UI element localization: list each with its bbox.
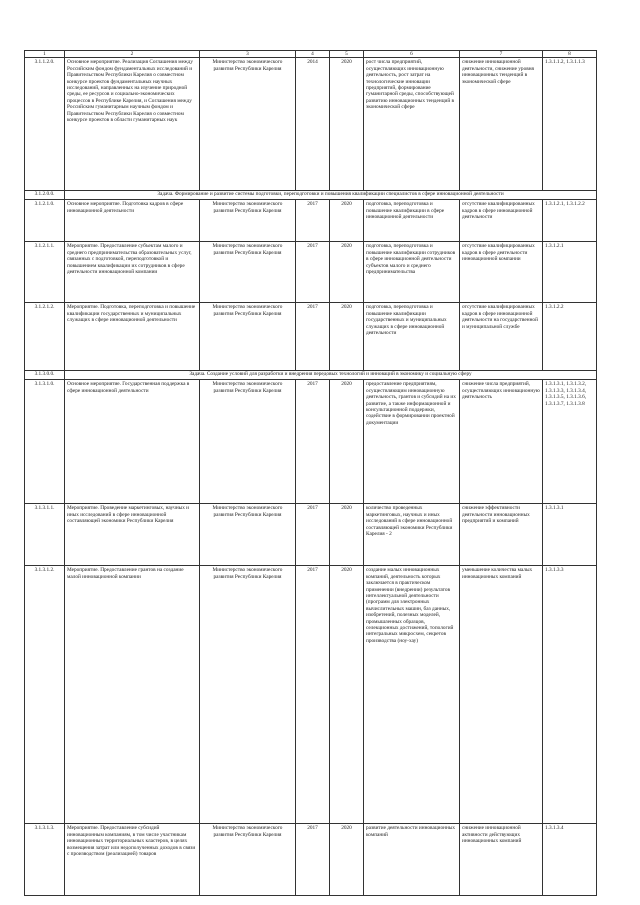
- executor: Министерство экономического развития Республики Карелия: [200, 504, 296, 566]
- executor: Министерство экономического развития Республики Карелия: [200, 303, 296, 371]
- linked-indicators: 1.3.1.1.2, 1.3.1.1.3: [543, 58, 597, 191]
- non-implementation-consequence: снижение эффективности деятельности инновационных предприятий и компаний: [460, 504, 543, 566]
- non-implementation-consequence: снижение числа предприятий, осуществляющих инновационную деятельность: [460, 380, 543, 504]
- start-year: 2017: [296, 303, 330, 371]
- executor: Министерство экономического развития Республики Карелия: [200, 380, 296, 504]
- non-implementation-consequence: отсутствие квалифицированных кадров в сфере инновационной деятельности на государственной и муниципальной службе: [460, 303, 543, 371]
- header-cell: 1: [25, 51, 65, 58]
- activity-row: [25, 303, 597, 371]
- expected-result: предоставление предприятиям, осуществляющим инновационную деятельность, грантов и субсидий на их развитие, а также информационной и консультационной поддержки, содействие в формировании проектной документации: [364, 380, 460, 504]
- activity-name: Основное мероприятие. Подготовка кадров в сфере инновационной деятельности: [65, 200, 200, 242]
- activity-number: 3.1.2.1.2.: [25, 303, 65, 371]
- linked-indicators: 1.3.1.3.4: [543, 824, 597, 896]
- executor: Министерство экономического развития Республики Карелия: [200, 824, 296, 896]
- end-year: 2020: [330, 380, 364, 504]
- task-number: 3.1.2.0.0.: [25, 191, 65, 200]
- activity-number: 3.1.2.1.1.: [25, 242, 65, 303]
- header-row: [25, 51, 597, 58]
- activity-name: Мероприятие. Предоставление субсидий инновационным компаниям, в том числе участникам инновационных территориальных кластеров, в целях возмещения затрат или недополученных доходов в связи с производством (реализацией) товаров: [65, 824, 200, 896]
- start-year: 2017: [296, 566, 330, 824]
- activity-number: 3.1.3.1.1.: [25, 504, 65, 566]
- end-year: 2020: [330, 58, 364, 191]
- linked-indicators: 1.3.1.3.1, 1.3.1.3.2, 1.3.1.3.3, 1.3.1.3.4, 1.3.1.3.5, 1.3.1.3.6, 1.3.1.3.7, 1.3.1.3.8: [543, 380, 597, 504]
- activity-number: 3.1.2.1.0.: [25, 200, 65, 242]
- activity-name: Мероприятие. Предоставление грантов на создание малой инновационной компании: [65, 566, 200, 824]
- activity-number: 3.1.3.1.0.: [25, 380, 65, 504]
- activity-row: [25, 824, 597, 896]
- activity-number: 3.1.3.1.2.: [25, 566, 65, 824]
- linked-indicators: 1.3.1.3.3: [543, 566, 597, 824]
- activity-row: [25, 242, 597, 303]
- linked-indicators: 1.3.1.2.2: [543, 303, 597, 371]
- activity-table: [24, 50, 597, 896]
- activity-name: Мероприятие. Проведение маркетинговых, научных и иных исследований в сфере инновационной составляющей экономики Республики Карелия: [65, 504, 200, 566]
- end-year: 2020: [330, 242, 364, 303]
- task-text: Задача. Формирование и развитие системы подготовки, переподготовки и повышения квалификации специалистов в сфере инновационной деятельности: [65, 191, 597, 200]
- task-row: [25, 191, 597, 200]
- non-implementation-consequence: уменьшение количества малых инновационных компаний: [460, 566, 543, 824]
- executor: Министерство экономического развития Республики Карелия: [200, 200, 296, 242]
- end-year: 2020: [330, 566, 364, 824]
- start-year: 2017: [296, 380, 330, 504]
- start-year: 2017: [296, 200, 330, 242]
- expected-result: количество проведенных маркетинговых, научных и иных исследований в сфере инновационной составляющей экономики Республики Карелия - 2: [364, 504, 460, 566]
- activity-name: Основное мероприятие. Государственная поддержка в сфере инновационной деятельности: [65, 380, 200, 504]
- task-row: [25, 371, 597, 380]
- activity-name: Основное мероприятие. Реализация Соглашения между Российским фондом фундаментальных исследований и Правительством Республики Карелия о совместном конкурсе проектов фундаментальных научных исследований, направленных на изучение природной среды, ее ресурсов и социально-экономических процессов в Республике Карелия, и Соглашения между Российским гуманитарным научным фондом и Правительством Республики Карелия о совместном конкурсе проектов в области гуманитарных наук: [65, 58, 200, 191]
- expected-result: подготовка, переподготовка и повышение квалификации государственных и муниципальных служащих в сфере инновационной деятельности: [364, 303, 460, 371]
- executor: Министерство экономического развития Республики Карелия: [200, 566, 296, 824]
- expected-result: подготовка, переподготовка и повышение квалификации в сфере инновационной деятельности: [364, 200, 460, 242]
- header-cell: 4: [296, 51, 330, 58]
- non-implementation-consequence: отсутствие квалифицированных кадров в сфере инновационной деятельности: [460, 200, 543, 242]
- expected-result: развитие деятельности инновационных компаний: [364, 824, 460, 896]
- activity-row: [25, 380, 597, 504]
- end-year: 2020: [330, 200, 364, 242]
- linked-indicators: 1.3.1.3.1: [543, 504, 597, 566]
- task-text: Задача. Создание условий для разработки и внедрения передовых технологий и инноваций в экономику и социальную сферу: [65, 371, 597, 380]
- header-cell: 2: [65, 51, 200, 58]
- activity-number: 3.1.3.1.3.: [25, 824, 65, 896]
- activity-name: Мероприятие. Предоставление субъектам малого и среднего предпринимательства образовательных услуг, связанных с подготовкой, переподготовкой и повышением квалификации их сотрудников в сфере деятельности инновационной компании: [65, 242, 200, 303]
- activity-row: [25, 504, 597, 566]
- header-cell: 3: [200, 51, 296, 58]
- executor: Министерство экономического развития Республики Карелия: [200, 58, 296, 191]
- expected-result: подготовка, переподготовка и повышение квалификации сотрудников в сфере инновационной деятельности субъектов малого и среднего предпринимательства: [364, 242, 460, 303]
- activity-row: [25, 58, 597, 191]
- activity-number: 3.1.1.2.0.: [25, 58, 65, 191]
- header-cell: 7: [460, 51, 543, 58]
- expected-result: рост числа предприятий, осуществляющих инновационную деятельность, рост затрат на технологические инновации предприятий, формирование гуманитарной среды, способствующей развитию инновационных тенденций в экономической сфере: [364, 58, 460, 191]
- header-cell: 8: [543, 51, 597, 58]
- activity-row: [25, 566, 597, 824]
- end-year: 2020: [330, 303, 364, 371]
- start-year: 2014: [296, 58, 330, 191]
- linked-indicators: 1.3.1.2.1, 1.3.1.2.2: [543, 200, 597, 242]
- header-cell: 6: [364, 51, 460, 58]
- expected-result: создание малых инновационных компаний, деятельность которых заключается в практическом применении (внедрении) результатов интеллектуальной деятельности (программ для электронных вычислительных машин, баз данных, изобретений, полезных моделей, промышленных образцов, селекционных достижений, топологий интегральных микросхем, секретов производства (ноу-хау): [364, 566, 460, 824]
- start-year: 2017: [296, 824, 330, 896]
- end-year: 2020: [330, 504, 364, 566]
- start-year: 2017: [296, 504, 330, 566]
- start-year: 2017: [296, 242, 330, 303]
- header-cell: 5: [330, 51, 364, 58]
- activity-row: [25, 200, 597, 242]
- task-number: 3.1.3.0.0.: [25, 371, 65, 380]
- activity-name: Мероприятие. Подготовка, переподготовка и повышение квалификации государственных и муниципальных служащих в сфере инновационной деятельности: [65, 303, 200, 371]
- end-year: 2020: [330, 824, 364, 896]
- non-implementation-consequence: отсутствие квалифицированных кадров в сфере деятельности инновационной компании: [460, 242, 543, 303]
- non-implementation-consequence: снижение инновационной активности действующих инновационных компаний: [460, 824, 543, 896]
- non-implementation-consequence: снижение инновационной деятельности, снижение уровня инновационных тенденций в экономической сфере: [460, 58, 543, 191]
- table-body: [25, 51, 597, 896]
- linked-indicators: 1.3.1.2.1: [543, 242, 597, 303]
- executor: Министерство экономического развития Республики Карелия: [200, 242, 296, 303]
